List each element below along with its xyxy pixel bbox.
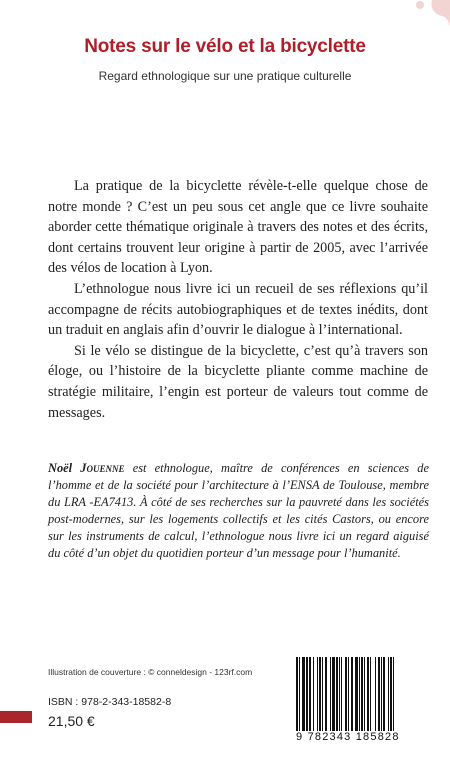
barcode-bars xyxy=(296,657,431,731)
barcode-bar xyxy=(394,657,396,731)
isbn: ISBN : 978-2-343-18582-8 xyxy=(48,696,172,708)
author-bio xyxy=(48,460,429,563)
price: 21,50 € xyxy=(48,713,95,729)
blurb-paragraph: Si le vélo se distingue de la bicyclette, c’est qu’à travers son éloge, ou l’histoire de la bicyclette pliante comme machine de stratégie militaire, l’engin est porteur de valeurs tout comme de messages. xyxy=(48,342,428,421)
author-last-name: Jouenne xyxy=(80,461,125,475)
book-subtitle: Regard ethnologique sur une pratique culturelle xyxy=(98,69,352,83)
blurb-paragraph: L’ethnologue nous livre ici un recueil de ses réflexions qu’il accompagne de récits autobiographiques et de textes inédits, dont un traduit en anglais afin d’ouvrir le dialogue à l’international. xyxy=(48,280,428,339)
barcode-number: 9 782343 185828 xyxy=(296,731,400,743)
author-first-name: Noël xyxy=(48,461,73,475)
blurb-paragraph: La pratique de la bicyclette révèle-t-elle quelque chose de notre monde ? C’est un peu sous cet angle que ce livre souhaite aborder cette thématique originale à travers des notes et des écrits, dont certains trouvent leur origine à partir de 2005, avec l’arrivée des vélos de location à Lyon. xyxy=(48,178,428,277)
author-name xyxy=(48,461,125,475)
cover-credit: Illustration de couverture : © conneldesign - 123rf.com xyxy=(48,667,253,677)
barcode xyxy=(296,657,431,745)
ornament-decoration xyxy=(410,0,450,34)
book-title: Notes sur le vélo et la bicyclette xyxy=(84,36,366,57)
accent-bar xyxy=(0,711,32,723)
author-bio-text: est ethnologue, maître de conférences en sciences de l’homme et de la société pour l’architecture à l’ENSA de Toulouse, membre du LRA -EA7413. À côté de ses recherches sur la pauvreté dans les sociétés post-modernes, sur les logements collectifs et les cités Castors, ou encore sur les instruments de calcul, l’ethnologue nous livre ici un regard aiguisé du côté d’un objet du quotidien porteur d’un message pour l’humanité. xyxy=(48,461,429,561)
back-cover-blurb xyxy=(48,176,428,423)
